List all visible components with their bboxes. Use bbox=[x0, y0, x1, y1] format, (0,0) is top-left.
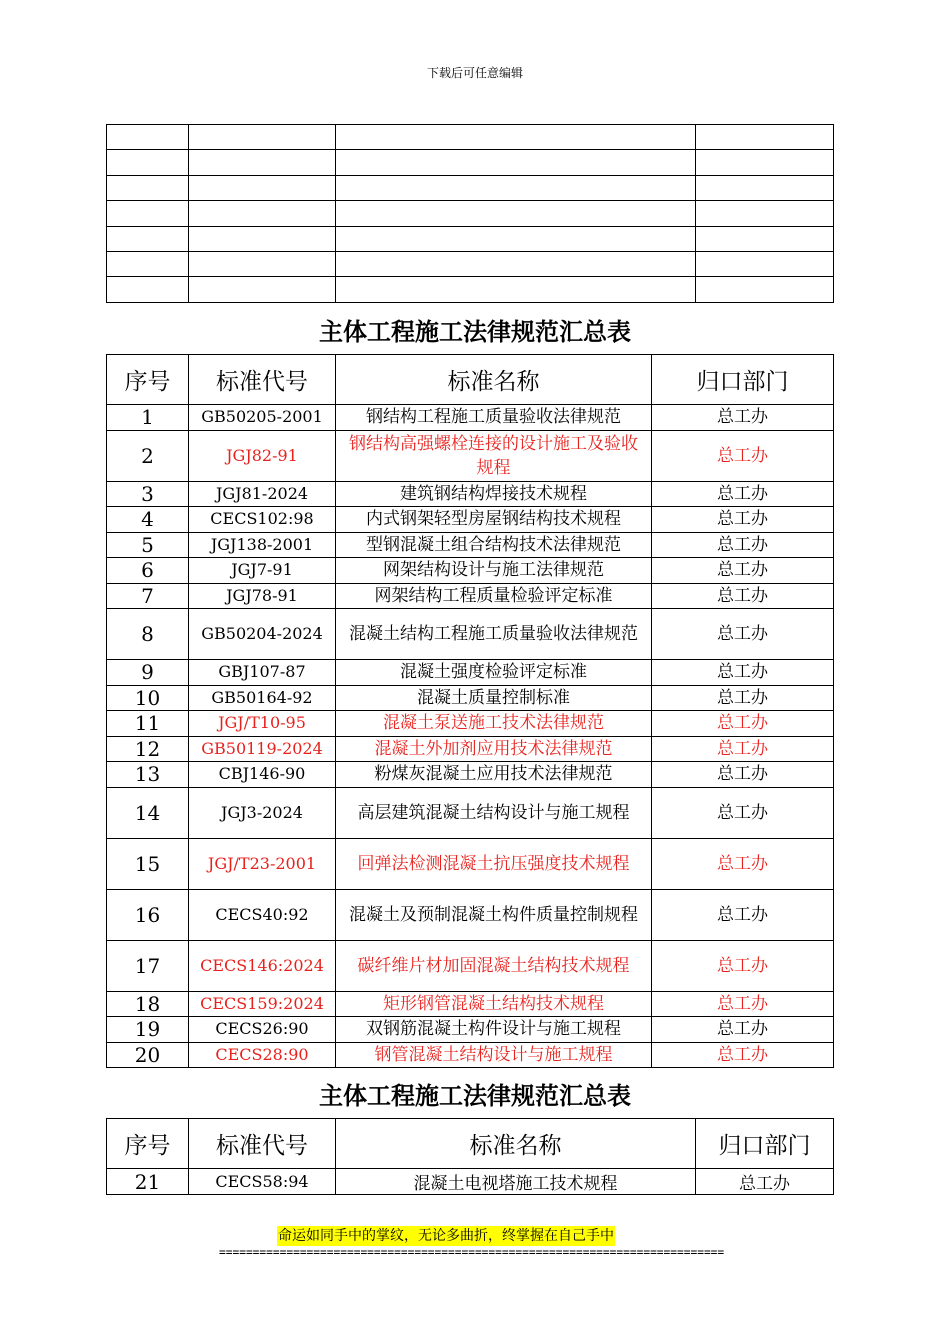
blank-cell bbox=[696, 150, 834, 175]
standard-code: CECS159:2024 bbox=[189, 991, 336, 1017]
blank-row bbox=[107, 125, 834, 150]
standard-name: 碳纤维片材加固混凝土结构技术规程 bbox=[336, 940, 652, 991]
row-index: 15 bbox=[107, 838, 189, 889]
row-index: 18 bbox=[107, 991, 189, 1017]
standard-name: 回弹法检测混凝土抗压强度技术规程 bbox=[336, 838, 652, 889]
table-row bbox=[107, 736, 834, 762]
department: 总工办 bbox=[652, 609, 834, 660]
blank-row bbox=[107, 175, 834, 200]
row-index: 13 bbox=[107, 762, 189, 788]
row-index: 6 bbox=[107, 558, 189, 584]
department: 总工办 bbox=[652, 940, 834, 991]
standard-code: CECS40:92 bbox=[189, 889, 336, 940]
department: 总工办 bbox=[652, 481, 834, 507]
department: 总工办 bbox=[652, 430, 834, 481]
row-index: 11 bbox=[107, 711, 189, 737]
standard-name: 双钢筋混凝土构件设计与施工规程 bbox=[336, 1017, 652, 1043]
department: 总工办 bbox=[652, 787, 834, 838]
standards-table bbox=[106, 354, 834, 1068]
department: 总工办 bbox=[652, 405, 834, 431]
row-index: 5 bbox=[107, 532, 189, 558]
row-index: 10 bbox=[107, 685, 189, 711]
table-row bbox=[107, 405, 834, 431]
blank-table-body bbox=[107, 125, 834, 303]
standard-name: 混凝土强度检验评定标准 bbox=[336, 660, 652, 686]
standard-code: JGJ81-2024 bbox=[189, 481, 336, 507]
table-row bbox=[107, 991, 834, 1017]
department: 总工办 bbox=[652, 532, 834, 558]
standard-name: 混凝土质量控制标准 bbox=[336, 685, 652, 711]
table-row bbox=[107, 711, 834, 737]
standard-code: JGJ/T23-2001 bbox=[189, 838, 336, 889]
blank-cell bbox=[336, 251, 696, 276]
row-index: 3 bbox=[107, 481, 189, 507]
standard-code: CBJ146-90 bbox=[189, 762, 336, 788]
table-row bbox=[107, 583, 834, 609]
row-index: 2 bbox=[107, 430, 189, 481]
blank-cell bbox=[189, 125, 336, 150]
standard-name: 钢结构工程施工质量验收法律规范 bbox=[336, 405, 652, 431]
department: 总工办 bbox=[652, 838, 834, 889]
standard-code: GB50204-2024 bbox=[189, 609, 336, 660]
blank-cell bbox=[107, 175, 189, 200]
table-row bbox=[107, 787, 834, 838]
department: 总工办 bbox=[652, 1042, 834, 1068]
row-index: 19 bbox=[107, 1017, 189, 1043]
standard-name: 型钢混凝土组合结构技术法律规范 bbox=[336, 532, 652, 558]
blank-cell bbox=[107, 277, 189, 302]
table-row bbox=[107, 558, 834, 584]
standard-name: 网架结构设计与施工法律规范 bbox=[336, 558, 652, 584]
footer-quote: 命运如同手中的掌纹，无论多曲折，终掌握在自己手中 bbox=[278, 1228, 614, 1244]
table-row bbox=[107, 507, 834, 533]
table-row bbox=[107, 1017, 834, 1043]
row-index: 1 bbox=[107, 405, 189, 431]
standard-name: 建筑钢结构焊接技术规程 bbox=[336, 481, 652, 507]
standard-name: 混凝土外加剂应用技术法律规范 bbox=[336, 736, 652, 762]
row-index: 7 bbox=[107, 583, 189, 609]
table-row bbox=[107, 660, 834, 686]
standard-code: CECS102:98 bbox=[189, 507, 336, 533]
header-note: 下载后可任意编辑 bbox=[426, 66, 523, 80]
blank-row bbox=[107, 226, 834, 251]
column-header-name: 标准名称 bbox=[336, 1119, 696, 1169]
column-header-index: 序号 bbox=[107, 355, 189, 405]
column-header-name: 标准名称 bbox=[336, 355, 652, 405]
department: 总工办 bbox=[652, 991, 834, 1017]
row-index: 8 bbox=[107, 609, 189, 660]
blank-row bbox=[107, 201, 834, 226]
department: 总工办 bbox=[652, 583, 834, 609]
table-row bbox=[107, 609, 834, 660]
column-header-index: 序号 bbox=[107, 1119, 189, 1169]
standard-code: JGJ7-91 bbox=[189, 558, 336, 584]
standard-name: 内式钢架轻型房屋钢结构技术规程 bbox=[336, 507, 652, 533]
table-row bbox=[107, 481, 834, 507]
blank-cell bbox=[107, 125, 189, 150]
section-title: 主体工程施工法律规范汇总表 bbox=[319, 318, 631, 346]
standard-name: 网架结构工程质量检验评定标准 bbox=[336, 583, 652, 609]
blank-cell bbox=[107, 251, 189, 276]
department: 总工办 bbox=[652, 507, 834, 533]
blank-cell bbox=[336, 125, 696, 150]
table-row bbox=[107, 1042, 834, 1068]
department: 总工办 bbox=[652, 685, 834, 711]
standard-code: JGJ78-91 bbox=[189, 583, 336, 609]
column-header-dept: 归口部门 bbox=[652, 355, 834, 405]
table-row bbox=[107, 940, 834, 991]
blank-row bbox=[107, 251, 834, 276]
standards-table-continued bbox=[106, 1118, 834, 1195]
blank-cell bbox=[336, 226, 696, 251]
blank-cell bbox=[107, 226, 189, 251]
standard-name: 粉煤灰混凝土应用技术法律规范 bbox=[336, 762, 652, 788]
standard-code: GB50205-2001 bbox=[189, 405, 336, 431]
blank-cell bbox=[107, 150, 189, 175]
blank-cell bbox=[696, 226, 834, 251]
table-row bbox=[107, 1169, 834, 1195]
standard-name: 混凝土电视塔施工技术规程 bbox=[336, 1169, 696, 1195]
row-index: 16 bbox=[107, 889, 189, 940]
blank-cell bbox=[336, 201, 696, 226]
department: 总工办 bbox=[652, 889, 834, 940]
blank-row bbox=[107, 277, 834, 302]
blank-cell bbox=[189, 251, 336, 276]
standard-code: JGJ/T10-95 bbox=[189, 711, 336, 737]
blank-cell bbox=[107, 201, 189, 226]
standard-code: GB50119-2024 bbox=[189, 736, 336, 762]
row-index: 21 bbox=[107, 1169, 189, 1195]
blank-row bbox=[107, 150, 834, 175]
standard-name: 混凝土泵送施工技术法律规范 bbox=[336, 711, 652, 737]
standard-name: 矩形钢管混凝土结构技术规程 bbox=[336, 991, 652, 1017]
column-header-code: 标准代号 bbox=[189, 1119, 336, 1169]
standard-name: 钢管混凝土结构设计与施工规程 bbox=[336, 1042, 652, 1068]
blank-cell bbox=[696, 175, 834, 200]
department: 总工办 bbox=[652, 660, 834, 686]
standards-table-body bbox=[107, 405, 834, 1068]
row-index: 9 bbox=[107, 660, 189, 686]
blank-cell bbox=[336, 175, 696, 200]
standard-code: JGJ3-2024 bbox=[189, 787, 336, 838]
blank-cell bbox=[189, 277, 336, 302]
department: 总工办 bbox=[696, 1169, 834, 1195]
column-header-dept: 归口部门 bbox=[696, 1119, 834, 1169]
row-index: 14 bbox=[107, 787, 189, 838]
blank-cell bbox=[336, 150, 696, 175]
blank-cell bbox=[696, 125, 834, 150]
footer-rule: =========================================================================== bbox=[219, 1246, 725, 1259]
standard-code: CECS26:90 bbox=[189, 1017, 336, 1043]
standard-code: CECS28:90 bbox=[189, 1042, 336, 1068]
row-index: 4 bbox=[107, 507, 189, 533]
table-row bbox=[107, 762, 834, 788]
department: 总工办 bbox=[652, 558, 834, 584]
table-row bbox=[107, 532, 834, 558]
row-index: 20 bbox=[107, 1042, 189, 1068]
standard-code: GB50164-92 bbox=[189, 685, 336, 711]
standard-code: JGJ82-91 bbox=[189, 430, 336, 481]
department: 总工办 bbox=[652, 762, 834, 788]
blank-cell bbox=[696, 201, 834, 226]
department: 总工办 bbox=[652, 711, 834, 737]
blank-cell bbox=[696, 277, 834, 302]
blank-cell bbox=[189, 150, 336, 175]
standard-name: 高层建筑混凝土结构设计与施工规程 bbox=[336, 787, 652, 838]
table-row bbox=[107, 685, 834, 711]
standard-code: CECS146:2024 bbox=[189, 940, 336, 991]
column-header-code: 标准代号 bbox=[189, 355, 336, 405]
blank-cell bbox=[336, 277, 696, 302]
department: 总工办 bbox=[652, 1017, 834, 1043]
department: 总工办 bbox=[652, 736, 834, 762]
table-header-row bbox=[107, 355, 834, 405]
standard-name: 钢结构高强螺栓连接的设计施工及验收规程 bbox=[336, 430, 652, 481]
standard-code: GBJ107-87 bbox=[189, 660, 336, 686]
blank-cell bbox=[189, 226, 336, 251]
standard-code: CECS58:94 bbox=[189, 1169, 336, 1195]
table-row bbox=[107, 889, 834, 940]
standard-name: 混凝土结构工程施工质量验收法律规范 bbox=[336, 609, 652, 660]
standards-table-continued-body bbox=[107, 1169, 834, 1195]
blank-table bbox=[106, 124, 834, 303]
standard-name: 混凝土及预制混凝土构件质量控制规程 bbox=[336, 889, 652, 940]
row-index: 17 bbox=[107, 940, 189, 991]
row-index: 12 bbox=[107, 736, 189, 762]
section-title-continued: 主体工程施工法律规范汇总表 bbox=[319, 1082, 631, 1110]
table-row bbox=[107, 430, 834, 481]
blank-cell bbox=[189, 201, 336, 226]
blank-cell bbox=[189, 175, 336, 200]
blank-cell bbox=[696, 251, 834, 276]
standard-code: JGJ138-2001 bbox=[189, 532, 336, 558]
table-row bbox=[107, 838, 834, 889]
table-header-row bbox=[107, 1119, 834, 1169]
